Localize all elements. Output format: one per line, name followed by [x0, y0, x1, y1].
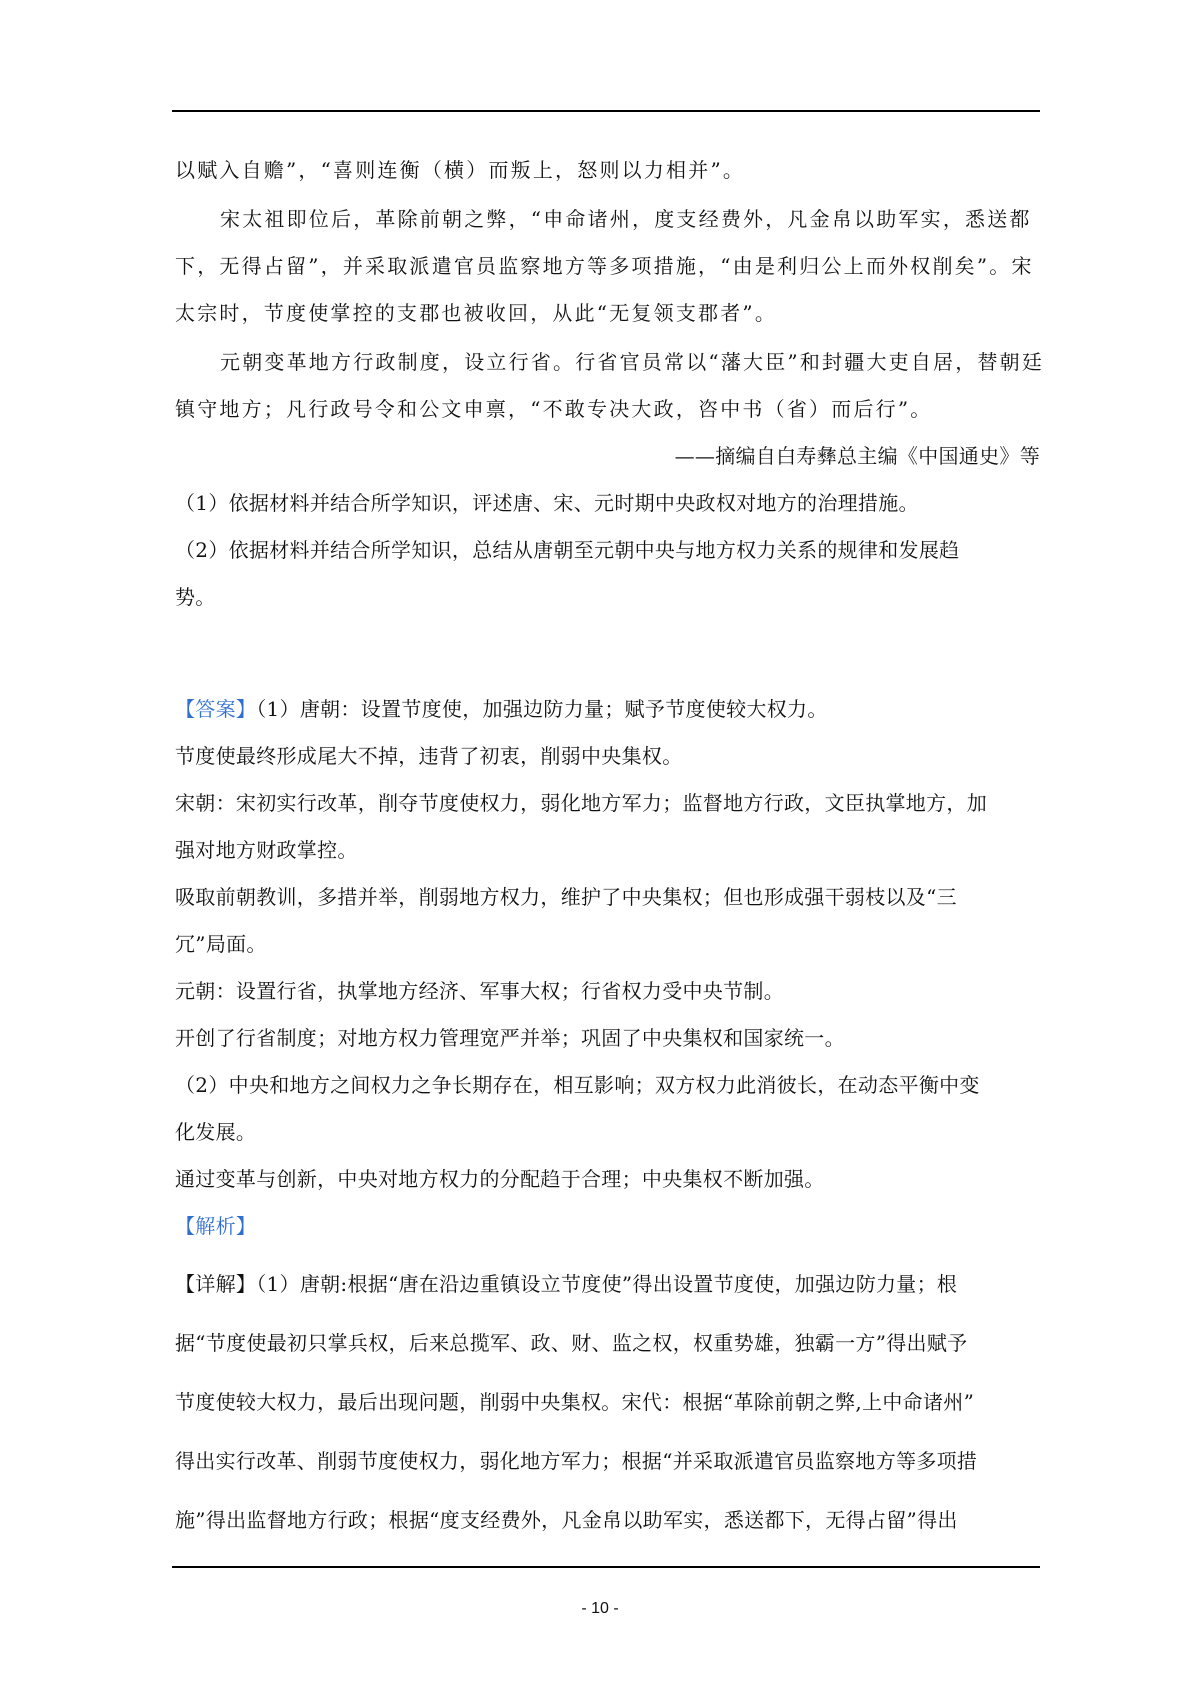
source-line: 太宗时，节度使掌控的支郡也被收回，从此“无复领支郡者”。	[175, 301, 778, 325]
answer-line: 节度使最终形成尾大不掉，违背了初衷，削弱中央集权。	[175, 744, 683, 768]
answer-line: （2）中央和地方之间权力之争长期存在，相互影响；双方权力此消彼长，在动态平衡中变	[175, 1073, 980, 1097]
answer-line: 冗”局面。	[175, 932, 267, 956]
source-line: 元朝变革地方行政制度，设立行省。行省官员常以“藩大臣”和封疆大吏自居，替朝廷	[220, 350, 1045, 374]
detail-line: 据“节度使最初只掌兵权，后来总揽军、政、财、监之权，权重势雄，独霸一方”得出赋予	[175, 1331, 968, 1355]
detail-line: 施”得出监督地方行政；根据“度支经费外，凡金帛以助军实，悉送都下，无得占留”得出	[175, 1508, 958, 1532]
answer-line: 宋朝：宋初实行改革，削夺节度使权力，弱化地方军力；监督地方行政，文臣执掌地方，加	[175, 791, 987, 815]
detail-line: 节度使较大权力，最后出现问题，削弱中央集权。宋代：根据“革除前朝之弊,上中命诸州”	[175, 1390, 975, 1414]
source-line: 下，无得占留”，并采取派遣官员监察地方等多项措施，“由是利归公上而外权削矣”。宋	[175, 254, 1034, 278]
answer-line: 通过变革与创新，中央对地方权力的分配趋于合理；中央集权不断加强。	[175, 1167, 825, 1191]
question-line: （2）依据材料并结合所学知识，总结从唐朝至元朝中央与地方权力关系的规律和发展趋	[175, 538, 960, 562]
analysis-tag: 【解析】	[175, 1214, 257, 1238]
answer-text: （1）唐朝：设置节度使，加强边防力量；赋予节度使较大权力。	[256, 697, 828, 721]
source-line: 以赋入自赡”，“喜则连衡（横）而叛上，怒则以力相并”。	[175, 158, 746, 182]
detail-line: 得出实行改革、削弱节度使权力，弱化地方军力；根据“并采取派遣官员监察地方等多项措	[175, 1449, 978, 1473]
citation: ——摘编自白寿彝总主编《中国通史》等	[674, 444, 1040, 468]
answer-tag: 【答案】	[175, 697, 257, 721]
source-line: 宋太祖即位后，革除前朝之弊，“申命诸州，度支经费外，凡金帛以助军实，悉送都	[220, 207, 1032, 231]
answer-line: 吸取前朝教训，多措并举，削弱地方权力，维护了中央集权；但也形成强干弱枝以及“三	[175, 885, 957, 909]
question-line: （1）依据材料并结合所学知识，评述唐、宋、元时期中央政权对地方的治理措施。	[175, 491, 919, 515]
header-rule	[172, 110, 1040, 112]
question-line: 势。	[175, 585, 216, 609]
footer-rule	[172, 1566, 1040, 1568]
answer-line	[175, 696, 828, 722]
source-line: 镇守地方；凡行政号令和公文申禀，“不敢专决大政，咨中书（省）而后行”。	[175, 397, 933, 421]
page-number: - 10 -	[581, 1600, 619, 1617]
answer-line: 开创了行省制度；对地方权力管理宽严并举；巩固了中央集权和国家统一。	[175, 1026, 845, 1050]
answer-line: 化发展。	[175, 1120, 257, 1144]
answer-line: 元朝：设置行省，执掌地方经济、军事大权；行省权力受中央节制。	[175, 979, 784, 1003]
answer-line: 强对地方财政掌控。	[175, 838, 358, 862]
detail-line: 【详解】（1）唐朝:根据“唐在沿边重镇设立节度使”得出设置节度使，加强边防力量；根	[175, 1272, 958, 1296]
